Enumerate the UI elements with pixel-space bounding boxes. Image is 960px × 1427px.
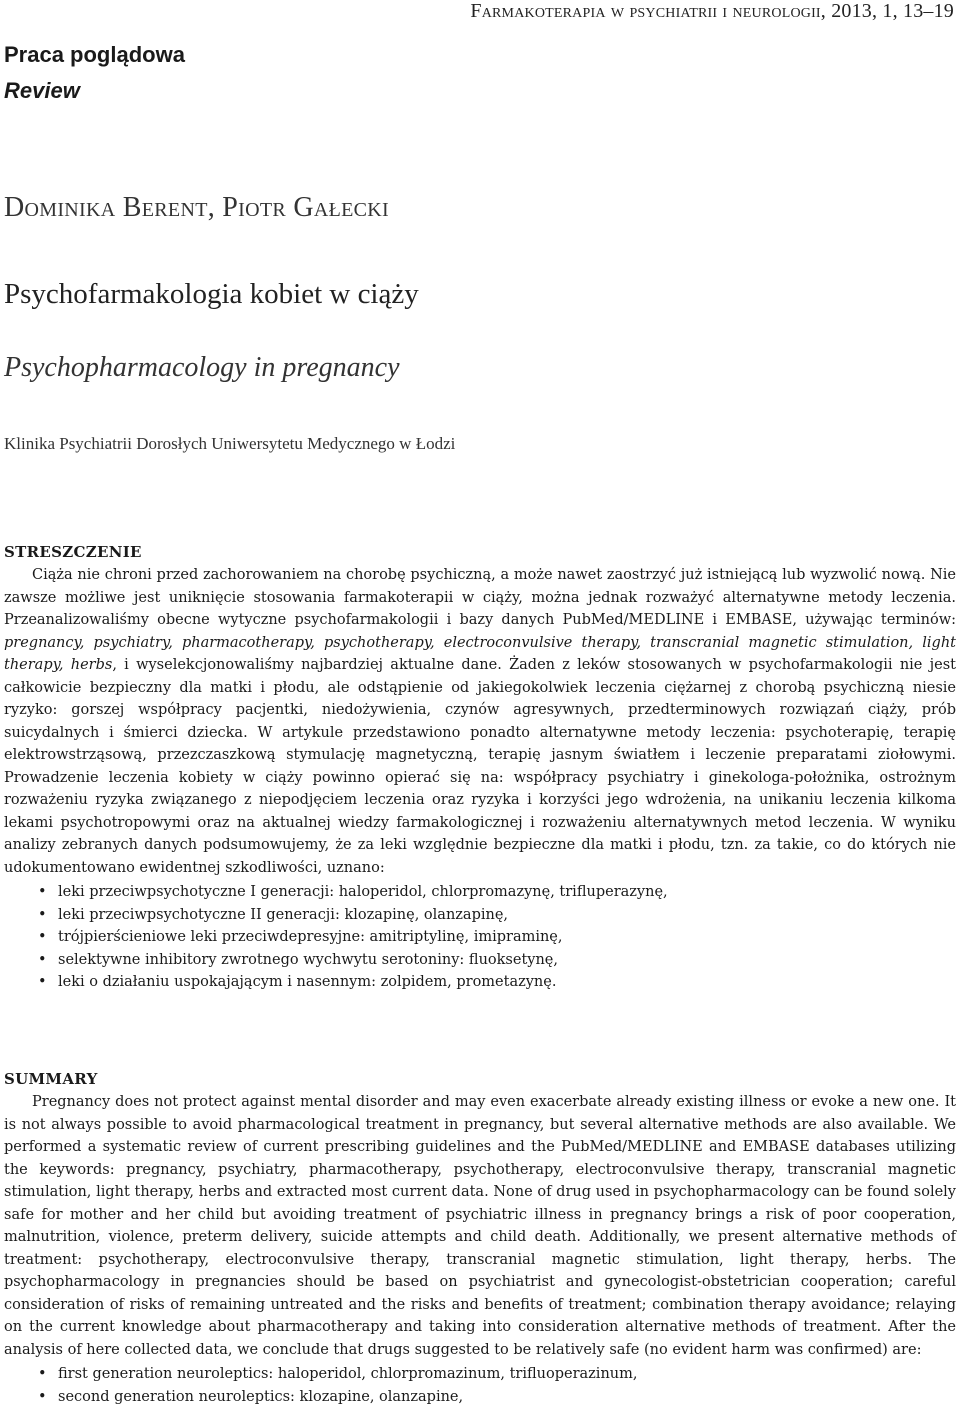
bullet-icon: • [38,974,47,990]
list-item-text: first generation neuroleptics: haloperidol, chlorpromazinum, trifluoperazinum, [58,1366,638,1382]
abstract-en [4,1069,956,1408]
abstract-pl-text-part1: Ciąża nie chroni przed zachorowaniem na chorobę psychiczną, a może nawet zaostrzyć już istniejącą lub wyzwolić nową. Nie zawsze możliwe jest uniknięcie stosowania farmakoterapii w ciąży, można jednak rozważyć alternatywne metody leczenia. Przeanalizowaliśmy obecne wytyczne psychofarmakologii i bazy danych PubMed/MEDLINE i EMBASE, używając terminów: [4,567,956,628]
list-item [4,949,956,972]
list-item-text: selektywne inhibitory zwrotnego wychwytu serotoniny: fluoksetynę, [58,951,559,968]
bullet-icon: • [38,929,47,945]
abstract-pl-heading: STRESZCZENIE [4,543,142,561]
article-type-pl: Praca poglądowa [4,42,185,67]
affiliation: Klinika Psychiatrii Dorosłych Uniwersytetu Medycznego w Łodzi [4,434,456,453]
bullet-icon: • [38,951,47,968]
list-item [4,971,956,994]
bullet-icon: • [38,1388,47,1405]
list-item [4,1363,956,1386]
list-item-text: leki o działaniu uspokajającym i nasennym: zolpidem, prometazynę. [58,974,557,990]
article-type-en: Review [4,78,80,103]
abstract-pl-text-part2: , i wyselekcjonowaliśmy najbardziej aktualne dane. Żaden z leków stosowanych w psychofarmakologii nie jest całkowicie bezpieczny dla matki i płodu, ale odstąpienie od jakiegokolwiek leczenia ciężarnej z chorobą psychiczną niesie ryzyko: gorszej współpracy pacjentki, niedożywienia, czynów agresywnych, przedterminowych rozwiązań ciąży, prób suicydalnych i śmierci dziecka. W artykule przedstawiono ponadto alternatywne metody leczenia: psychoterapię, terapię elektrowstrząsową, przezczaszkową stymulację magnetyczną, terapię jasnym światłem i leczenie preparatami ziołowymi. Prowadzenie leczenia kobiety w ciąży powinno opierać się na: współpracy psychiatry i ginekologa-położnika, ostrożnym rozważeniu ryzyka związanego z niepodjęciem leczenia oraz ryzyka i korzyści jego wdrożenia, na unikaniu leczenia kilkoma lekami psychotropowymi oraz na aktualnej wiedzy farmakologicznej i rozważeniu alternatywnych metod leczenia. W wyniku analizy zebranych danych podsumowujemy, że za leki względnie bezpieczne dla matki i płodu, tzn. za takie, co do których nie udokumentowano ewidentnej szkodliwości, uznano: [4,657,956,876]
bullet-icon: • [38,1366,47,1382]
title-en: Psychopharmacology in pregnancy [4,352,400,383]
title-pl: Psychofarmakologia kobiet w ciąży [4,278,419,310]
list-item-text: leki przeciwpsychotyczne II generacji: klozapinę, olanzapinę, [58,906,509,923]
abstract-en-bullet-list [4,1363,956,1408]
list-item [4,881,956,904]
bullet-icon: • [38,884,47,900]
journal-header: Farmakoterapia w psychiatrii i neurologii, 2013, 1, 13–19 [470,0,954,22]
abstract-pl-keywords: pregnancy, psychiatry, pharmacotherapy, psychotherapy, electroconvulsive therapy, transcranial magnetic stimulation, light therapy, herbs [4,634,956,673]
authors: Dominika Berent, Piotr Gałecki [4,192,389,223]
abstract-pl [4,542,956,994]
abstract-en-text: Pregnancy does not protect against mental disorder and may even exacerbate already existing illness or evoke a new one. It is not always possible to avoid pharmacological treatment in pregnancy, but several alternative methods are also available. We performed a systematic review of current prescribing guidelines and the PubMed/MEDLINE and EMBASE databases utilizing the keywords: pregnancy, psychiatry, pharmacotherapy, psychotherapy, electroconvulsive therapy, transcranial magnetic stimulation, light therapy, herbs and extracted most current data. None of drug used in psychopharmacology can be found solely safe for mother and her child but avoiding treatment of psychiatric illness in pregnancy brings a risk of poor cooperation, malnutrition, violence, preterm delivery, suicide attempts and child death. Additionally, we present alternative methods of treatment: psychotherapy, electroconvulsive therapy, transcranial magnetic stimulation, light therapy, herbs. The psychopharmacology in pregnancies should be based on psychiatrist and gynecologist-obstetrician cooperation; careful consideration of risks of remaining untreated and the risks and benefits of treatment; combination therapy avoidance; relaying on the current knowledge about pharmacotherapy and taking into consideration alternative methods of treatment. After the analysis of here collected data, we conclude that drugs suggested to be relatively safe (no evident harm was confirmed) are: [4,1094,956,1358]
list-item-text: second generation neuroleptics: klozapine, olanzapine, [58,1388,464,1405]
list-item [4,1386,956,1409]
list-item-text: trójpierścieniowe leki przeciwdepresyjne: amitriptylinę, imipraminę, [58,929,563,945]
list-item [4,904,956,927]
abstract-pl-bullet-list [4,881,956,994]
abstract-en-heading: SUMMARY [4,1070,98,1088]
list-item-text: leki przeciwpsychotyczne I generacji: haloperidol, chlorpromazynę, trifluperazynę, [58,884,668,900]
list-item [4,926,956,949]
abstract-pl-text [4,564,956,879]
bullet-icon: • [38,906,47,923]
